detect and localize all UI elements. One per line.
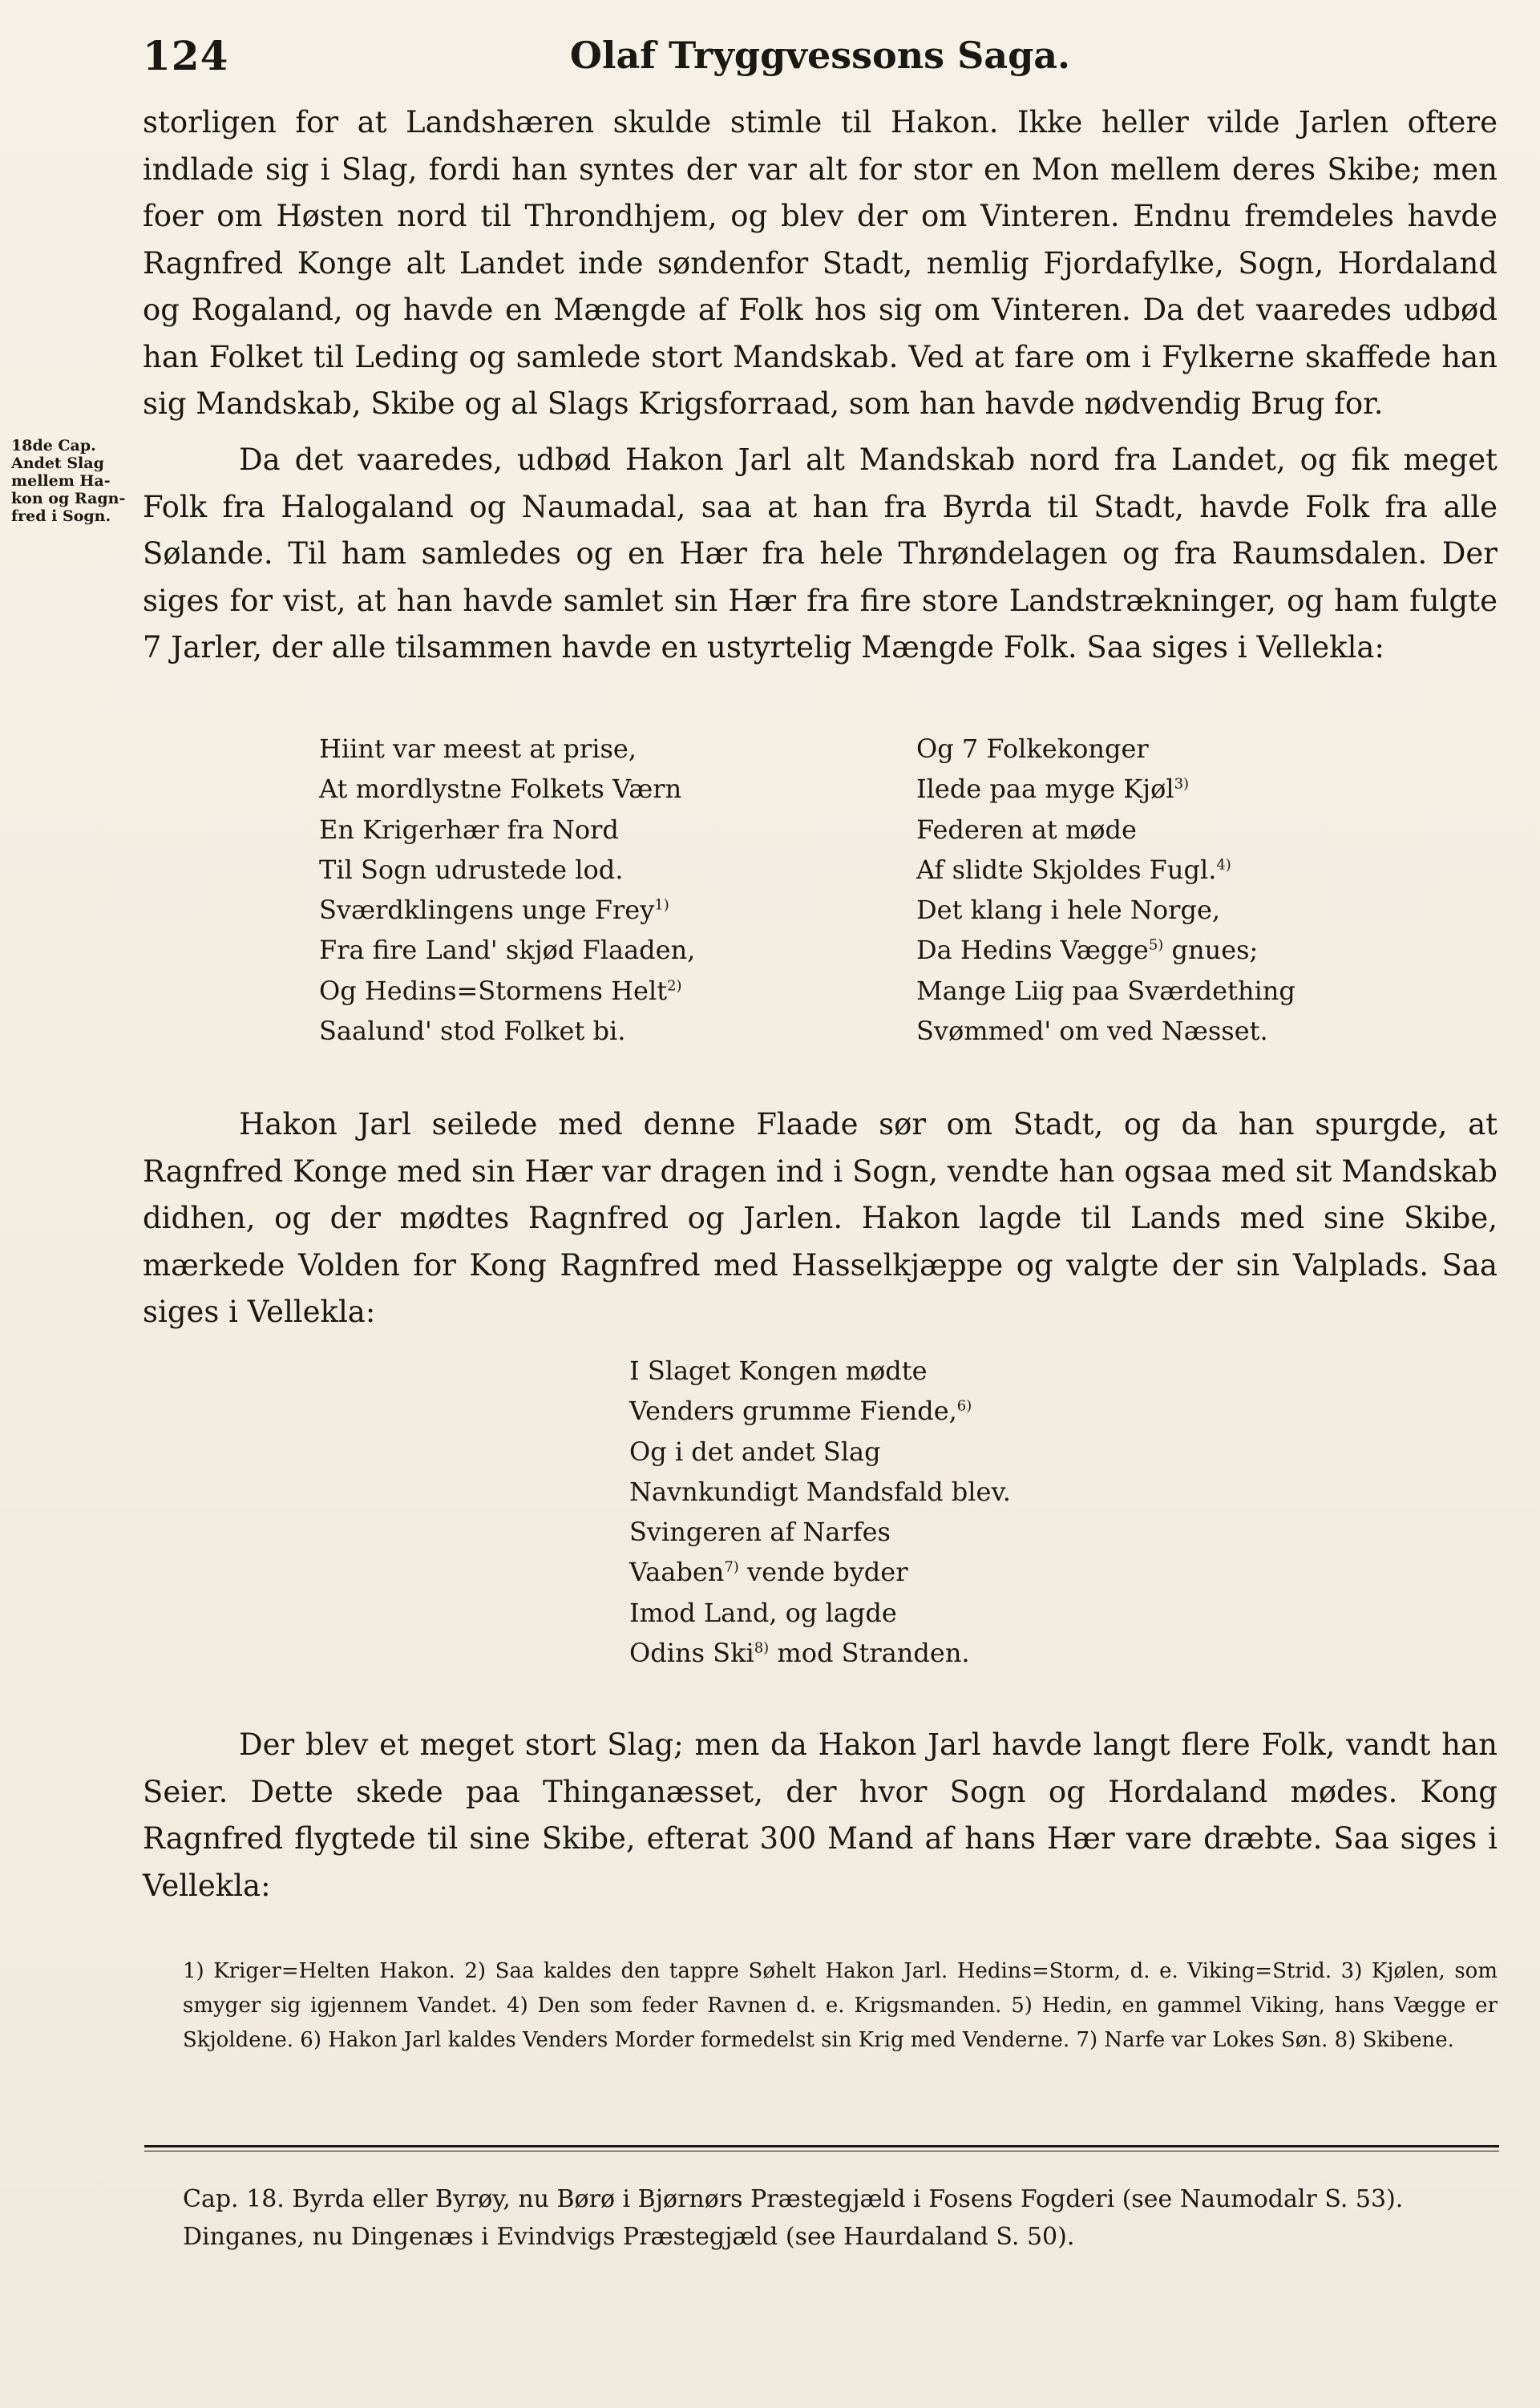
verse-line: I Slaget Kongen mødte bbox=[629, 1356, 928, 1386]
paragraph-1 bbox=[143, 99, 1498, 428]
verse-line: Mange Liig paa Sværdething bbox=[916, 975, 1295, 1006]
paragraph-4-text: Der blev et meget stort Slag; men da Hakon Jarl havde langt flere Folk, vandt han Seier. Dette skede paa Thinganæsset, der hvor Sogn og Hordaland mødes. Kong Ragnfred flygtede til sine Skibe, efterat 300 Mand af hans Hær vare dræbte. Saa siges i Vellekla: bbox=[143, 1727, 1498, 1903]
verse-line bbox=[916, 769, 1295, 809]
verse-text: vende byder bbox=[747, 1557, 908, 1588]
margin-note-line: fred i Sogn. bbox=[11, 507, 111, 525]
verse-line: Og i det andet Slag bbox=[629, 1436, 881, 1467]
verse-line bbox=[319, 890, 695, 930]
verse-2 bbox=[629, 1351, 1011, 1673]
paragraph-3-text: Hakon Jarl seilede med denne Flaade sør om Stadt, og da han spurgde, at Ragnfred Konge med sin Hær var dragen ind i Sogn, vendte han ogsaa med sit Mandskab didhen, og der mødtes Ragnfred og Jarlen. Hakon lagde til Lands med sine Skibe, mærkede Volden for Kong Ragnfred med Hasselkjæppe og valgte der sin Valplads. Saa siges i Vellekla: bbox=[143, 1107, 1498, 1329]
verse-line: Imod Land, og lagde bbox=[629, 1597, 897, 1628]
verse-line bbox=[916, 930, 1295, 970]
verse-1-right bbox=[916, 729, 1295, 1051]
margin-note-line: Andet Slag bbox=[11, 455, 104, 472]
verse-text: Af slidte Skjoldes Fugl. bbox=[916, 854, 1217, 885]
page-header bbox=[143, 29, 1498, 93]
verse-text: Sværdklingens unge Frey bbox=[319, 895, 655, 926]
verse-line: Hiint var meest at prise, bbox=[319, 733, 637, 764]
note-line: Dinganes, nu Dingenæs i Evindvigs Præstegjæld (see Haurdaland S. 50). bbox=[183, 2223, 1075, 2251]
verse-text: Vaaben bbox=[629, 1557, 725, 1588]
verse-1-left bbox=[319, 729, 695, 1051]
footnotes-text: 1) Kriger=Helten Hakon. 2) Saa kaldes den tappre Søhelt Hakon Jarl. Hedins=Storm, d. e. Viking=Strid. 3) Kjølen, som smyger sig igjennem Vandet. 4) Den som feder Ravnen d. e. Krigsmanden. 5) Hedin, en gammel Viking, hans Vægge er Skjoldene. 6) Hakon Jarl kaldes Venders Morder formedelst sin Krig med Venderne. 7) Narfe var Lokes Søn. 8) Skibene. bbox=[183, 1959, 1498, 2052]
verse-line: At mordlystne Folkets Værn bbox=[319, 774, 682, 805]
verse-text: Venders grumme Fiende, bbox=[629, 1396, 957, 1427]
footnote-marker: 8) bbox=[754, 1639, 770, 1657]
verse-line: Til Sogn udrustede lod. bbox=[319, 854, 624, 885]
footnote-marker: 5) bbox=[1148, 936, 1164, 954]
verse-line: Navnkundigt Mandsfald blev. bbox=[629, 1476, 1011, 1507]
footnote-marker: 1) bbox=[654, 896, 669, 914]
verse-line: Federen at møde bbox=[916, 814, 1137, 845]
footnote-marker: 4) bbox=[1216, 856, 1231, 874]
margin-note-line: kon og Ragn- bbox=[11, 490, 126, 507]
margin-note-line: 18de Cap. bbox=[11, 437, 96, 455]
paragraph-2-text: Da det vaaredes, udbød Hakon Jarl alt Mandskab nord fra Landet, og fik meget Folk fra Halogaland og Naumadal, saa at han fra Byrda til Stadt, havde Folk fra alle Sølande. Til ham samledes og en Hær fra hele Thrøndelagen og fra Raumsdalen. Der siges for vist, at han havde samlet sin Hær fra fire store Landstrækninger, og ham fulgte 7 Jarler, der alle tilsammen havde en ustyrtelig Mængde Folk. Saa siges i Vellekla: bbox=[143, 442, 1498, 665]
verse-line: En Krigerhær fra Nord bbox=[319, 814, 619, 845]
verse-line bbox=[629, 1633, 1011, 1673]
margin-note-line: mellem Ha- bbox=[11, 472, 111, 490]
note-line: Cap. 18. Byrda eller Byrøy, nu Børø i Bjørnørs Præstegjæld i Fosens Fogderi (see Naumodalr S. 53). bbox=[183, 2185, 1404, 2213]
page-number: 124 bbox=[143, 32, 229, 79]
verse-line bbox=[319, 971, 695, 1011]
footnote-marker: 3) bbox=[1174, 775, 1190, 793]
paragraph-3 bbox=[143, 1101, 1498, 1336]
verse-line: Fra fire Land' skjød Flaaden, bbox=[319, 935, 696, 966]
margin-note bbox=[11, 437, 143, 525]
geographic-notes bbox=[143, 2180, 1498, 2256]
verse-line bbox=[629, 1552, 1011, 1592]
paragraph-4 bbox=[143, 1722, 1498, 1909]
verse-line bbox=[629, 1391, 1011, 1431]
verse-text: Og Hedins=Stormens Helt bbox=[319, 975, 668, 1006]
footnotes bbox=[183, 1954, 1498, 2058]
footnote-marker: 2) bbox=[667, 977, 682, 995]
verse-line: Og 7 Folkekonger bbox=[916, 733, 1149, 764]
paragraph-2 bbox=[143, 437, 1498, 672]
divider-rule bbox=[144, 2145, 1499, 2147]
verse-text: Da Hedins Vægge bbox=[916, 935, 1149, 966]
verse-line: Saalund' stod Folket bi. bbox=[319, 1016, 626, 1047]
footnote-marker: 6) bbox=[956, 1397, 972, 1415]
verse-line: Svømmed' om ved Næsset. bbox=[916, 1016, 1268, 1047]
verse-text: Ilede paa myge Kjøl bbox=[916, 774, 1174, 805]
running-title: Olaf Tryggvessons Saga. bbox=[569, 34, 1071, 77]
verse-line: Svingeren af Narfes bbox=[629, 1517, 891, 1548]
paragraph-1-text: storligen for at Landshæren skulde stimle til Hakon. Ikke heller vilde Jarlen oftere indlade sig i Slag, fordi han syntes der var alt for stor en Mon mellem deres Skibe; men foer om Høsten nord til Throndhjem, og blev der om Vinteren. Endnu fremdeles havde Ragnfred Konge alt Landet inde søndenfor Stadt, nemlig Fjordafylke, Sogn, Hordaland og Rogaland, og havde en Mængde af Folk hos sig om Vinteren. Da det vaaredes udbød han Folket til Leding og samlede stort Mandskab. Ved at fare om i Fylkerne skaffede han sig Mandskab, Skibe og al Slags Krigsforraad, som han havde nødvendig Brug for. bbox=[143, 105, 1498, 421]
verse-line bbox=[916, 850, 1295, 890]
verse-text: gnues; bbox=[1171, 935, 1259, 966]
verse-text: Odins Ski bbox=[629, 1638, 754, 1669]
verse-line: Det klang i hele Norge, bbox=[916, 895, 1221, 926]
verse-text: mod Stranden. bbox=[777, 1638, 970, 1669]
footnote-marker: 7) bbox=[724, 1558, 739, 1576]
